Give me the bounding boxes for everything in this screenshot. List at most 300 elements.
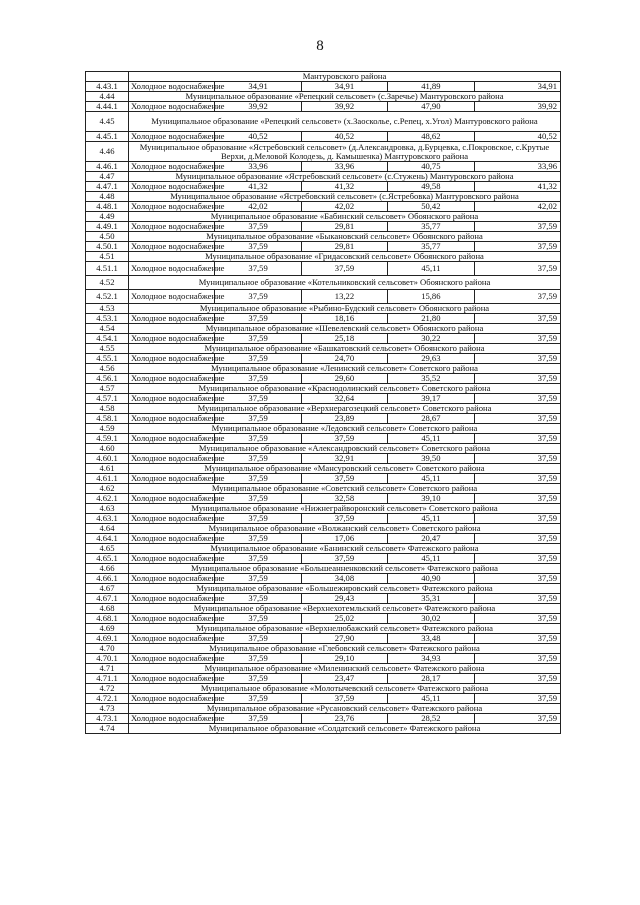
value-1: 34,91 (215, 82, 301, 92)
row-code: 4.64 (86, 524, 129, 534)
value-4: 41,32 (474, 182, 560, 192)
service-name: Холодное водоснабжение (129, 222, 215, 232)
row-code: 4.56 (86, 364, 129, 374)
section-header-row (86, 444, 561, 454)
section-header-row (86, 604, 561, 614)
value-3: 35,31 (388, 594, 474, 604)
value-4: 37,59 (474, 290, 560, 304)
row-code: 4.63.1 (86, 514, 129, 524)
section-title: Муниципальное образование «Репецкий сельсовет» (х.Заосколье, с.Репец, х.Угол) Мантуровского района (129, 112, 561, 132)
row-code: 4.60.1 (86, 454, 129, 464)
row-code: 4.48.1 (86, 202, 129, 212)
value-4: 37,59 (474, 494, 560, 504)
section-header-row (86, 684, 561, 694)
table-row (86, 132, 561, 142)
value-3: 39,17 (388, 394, 474, 404)
value-2: 42,02 (301, 202, 387, 212)
table-row (86, 714, 561, 724)
row-code: 4.57 (86, 384, 129, 394)
section-title: Муниципальное образование «Ледовский сельсовет» Советского района (129, 424, 561, 434)
service-name: Холодное водоснабжение (129, 514, 215, 524)
table-row (86, 182, 561, 192)
row-code: 4.43.1 (86, 82, 129, 92)
section-header-row (86, 704, 561, 714)
value-3: 45,11 (388, 474, 474, 484)
value-2: 13,22 (301, 290, 387, 304)
value-2: 37,59 (301, 262, 387, 276)
table-row (86, 162, 561, 172)
row-code: 4.61 (86, 464, 129, 474)
table-row (86, 634, 561, 644)
section-title: Муниципальное образование «Нижнеграйворонский сельсовет» Советского района (129, 504, 561, 514)
service-name: Холодное водоснабжение (129, 290, 215, 304)
section-header-row (86, 464, 561, 474)
section-title: Муниципальное образование «Котельниковский сельсовет» Обоянского района (129, 276, 561, 290)
section-header-row (86, 324, 561, 334)
value-4: 37,59 (474, 334, 560, 344)
value-1: 37,59 (215, 394, 301, 404)
section-header-row (86, 112, 561, 132)
row-code: 4.50 (86, 232, 129, 242)
value-2: 41,32 (301, 182, 387, 192)
value-1: 37,59 (215, 674, 301, 684)
table-row (86, 242, 561, 252)
row-code: 4.53 (86, 304, 129, 314)
section-header-row (86, 232, 561, 242)
section-title: Муниципальное образование «Ленинский сельсовет» Советского района (129, 364, 561, 374)
value-1: 37,59 (215, 474, 301, 484)
value-1: 37,59 (215, 714, 301, 724)
row-code: 4.46.1 (86, 162, 129, 172)
section-title: Муниципальное образование «Молотычевский сельсовет» Фатежского района (129, 684, 561, 694)
tariff-table (85, 71, 561, 734)
service-name: Холодное водоснабжение (129, 694, 215, 704)
service-name: Холодное водоснабжение (129, 674, 215, 684)
value-2: 25,18 (301, 334, 387, 344)
row-code: 4.57.1 (86, 394, 129, 404)
section-header-row (86, 72, 561, 82)
row-code: 4.62.1 (86, 494, 129, 504)
value-2: 32,91 (301, 454, 387, 464)
section-title: Муниципальное образование «Ястребовский сельсовет» (д.Александровка, д.Бурцевка, с.Покровское, с.Крутые Верхи, д.Меловой Колодезь, д. Камышенка) Мантуровского района (129, 142, 561, 162)
service-name: Холодное водоснабжение (129, 82, 215, 92)
row-code: 4.64.1 (86, 534, 129, 544)
section-title: Муниципальное образование «Краснодолинский сельсовет» Советского района (129, 384, 561, 394)
row-code: 4.59 (86, 424, 129, 434)
value-4: 37,59 (474, 554, 560, 564)
section-header-row (86, 484, 561, 494)
table-row (86, 434, 561, 444)
row-code: 4.44.1 (86, 102, 129, 112)
value-4: 37,59 (474, 714, 560, 724)
section-title: Мантуровского района (129, 72, 561, 82)
section-header-row (86, 212, 561, 222)
value-3: 35,52 (388, 374, 474, 384)
row-code: 4.49.1 (86, 222, 129, 232)
table-row (86, 334, 561, 344)
value-4: 34,91 (474, 82, 560, 92)
service-name: Холодное водоснабжение (129, 714, 215, 724)
table-row (86, 374, 561, 384)
service-name: Холодное водоснабжение (129, 414, 215, 424)
row-code: 4.47.1 (86, 182, 129, 192)
section-title: Муниципальное образование «Ястребовский сельсовет» (с.Ястребовка) Мантуровского района (129, 192, 561, 202)
value-4: 37,59 (474, 242, 560, 252)
table-row (86, 534, 561, 544)
row-code: 4.68 (86, 604, 129, 614)
value-3: 48,62 (388, 132, 474, 142)
service-name: Холодное водоснабжение (129, 262, 215, 276)
value-4: 37,59 (474, 594, 560, 604)
row-code: 4.45 (86, 112, 129, 132)
value-2: 23,47 (301, 674, 387, 684)
section-title: Муниципальное образование «Волжанский сельсовет» Советского района (129, 524, 561, 534)
value-4: 37,59 (474, 474, 560, 484)
value-1: 37,59 (215, 614, 301, 624)
row-code: 4.67 (86, 584, 129, 594)
value-2: 37,59 (301, 434, 387, 444)
value-1: 37,59 (215, 314, 301, 324)
service-name: Холодное водоснабжение (129, 614, 215, 624)
value-3: 28,52 (388, 714, 474, 724)
row-code: 4.73 (86, 704, 129, 714)
value-3: 28,17 (388, 674, 474, 684)
section-header-row (86, 504, 561, 514)
value-4: 37,59 (474, 674, 560, 684)
row-code: 4.58 (86, 404, 129, 414)
value-2: 34,08 (301, 574, 387, 584)
service-name: Холодное водоснабжение (129, 182, 215, 192)
table-row (86, 354, 561, 364)
row-code: 4.55 (86, 344, 129, 354)
value-1: 42,02 (215, 202, 301, 212)
value-3: 28,67 (388, 414, 474, 424)
value-1: 37,59 (215, 434, 301, 444)
section-header-row (86, 524, 561, 534)
service-name: Холодное водоснабжение (129, 162, 215, 172)
section-header-row (86, 192, 561, 202)
table-row (86, 222, 561, 232)
row-code (86, 72, 129, 82)
section-title: Муниципальное образование «Русановский сельсовет» Фатежского района (129, 704, 561, 714)
table-row (86, 102, 561, 112)
value-3: 49,58 (388, 182, 474, 192)
section-title: Муниципальное образование «Шевелевский сельсовет» Обоянского района (129, 324, 561, 334)
table-row (86, 262, 561, 276)
section-title: Муниципальное образование «Солдатский сельсовет» Фатежского района (129, 724, 561, 734)
value-4: 37,59 (474, 354, 560, 364)
row-code: 4.70 (86, 644, 129, 654)
value-1: 37,59 (215, 514, 301, 524)
value-1: 33,96 (215, 162, 301, 172)
row-code: 4.72 (86, 684, 129, 694)
value-1: 37,59 (215, 334, 301, 344)
value-4: 37,59 (474, 654, 560, 664)
value-2: 25,02 (301, 614, 387, 624)
row-code: 4.52.1 (86, 290, 129, 304)
value-2: 34,91 (301, 82, 387, 92)
row-code: 4.54.1 (86, 334, 129, 344)
value-2: 33,96 (301, 162, 387, 172)
section-title: Муниципальное образование «Советский сельсовет» Советского района (129, 484, 561, 494)
value-3: 39,50 (388, 454, 474, 464)
value-2: 29,43 (301, 594, 387, 604)
value-3: 47,90 (388, 102, 474, 112)
row-code: 4.51 (86, 252, 129, 262)
row-code: 4.65 (86, 544, 129, 554)
section-title: Муниципальное образование «Верхнехотемльский сельсовет» Фатежского района (129, 604, 561, 614)
row-code: 4.60 (86, 444, 129, 454)
section-header-row (86, 624, 561, 634)
section-title: Муниципальное образование «Мансуровский сельсовет» Советского района (129, 464, 561, 474)
value-4: 37,59 (474, 534, 560, 544)
row-code: 4.44 (86, 92, 129, 102)
section-header-row (86, 344, 561, 354)
value-1: 41,32 (215, 182, 301, 192)
value-1: 37,59 (215, 634, 301, 644)
value-1: 37,59 (215, 262, 301, 276)
row-code: 4.71.1 (86, 674, 129, 684)
value-3: 45,11 (388, 514, 474, 524)
section-title: Муниципальное образование «Глебовский сельсовет» Фатежского района (129, 644, 561, 654)
service-name: Холодное водоснабжение (129, 132, 215, 142)
value-2: 27,90 (301, 634, 387, 644)
value-3: 40,90 (388, 574, 474, 584)
row-code: 4.65.1 (86, 554, 129, 564)
row-code: 4.69 (86, 624, 129, 634)
section-header-row (86, 252, 561, 262)
value-1: 37,59 (215, 222, 301, 232)
service-name: Холодное водоснабжение (129, 634, 215, 644)
table-row (86, 694, 561, 704)
table-row (86, 290, 561, 304)
value-3: 15,86 (388, 290, 474, 304)
service-name: Холодное водоснабжение (129, 494, 215, 504)
service-name: Холодное водоснабжение (129, 102, 215, 112)
table-row (86, 82, 561, 92)
row-code: 4.69.1 (86, 634, 129, 644)
value-1: 39,92 (215, 102, 301, 112)
value-4: 40,52 (474, 132, 560, 142)
table-row (86, 202, 561, 212)
value-2: 17,06 (301, 534, 387, 544)
value-1: 37,59 (215, 694, 301, 704)
value-3: 45,11 (388, 434, 474, 444)
section-header-row (86, 584, 561, 594)
service-name: Холодное водоснабжение (129, 454, 215, 464)
row-code: 4.74 (86, 724, 129, 734)
value-1: 37,59 (215, 554, 301, 564)
row-code: 4.55.1 (86, 354, 129, 364)
section-header-row (86, 304, 561, 314)
value-1: 37,59 (215, 354, 301, 364)
service-name: Холодное водоснабжение (129, 654, 215, 664)
section-header-row (86, 564, 561, 574)
row-code: 4.46 (86, 142, 129, 162)
value-3: 35,77 (388, 242, 474, 252)
table-row (86, 574, 561, 584)
value-3: 33,48 (388, 634, 474, 644)
value-4: 33,96 (474, 162, 560, 172)
value-4: 37,59 (474, 634, 560, 644)
row-code: 4.52 (86, 276, 129, 290)
value-2: 37,59 (301, 474, 387, 484)
page-number: 8 (316, 38, 324, 54)
value-2: 29,10 (301, 654, 387, 664)
value-4: 39,92 (474, 102, 560, 112)
service-name: Холодное водоснабжение (129, 374, 215, 384)
value-2: 37,59 (301, 514, 387, 524)
table-row (86, 474, 561, 484)
row-code: 4.62 (86, 484, 129, 494)
value-2: 18,16 (301, 314, 387, 324)
value-4: 37,59 (474, 454, 560, 464)
value-2: 32,64 (301, 394, 387, 404)
section-title: Муниципальное образование «Быкановский сельсовет» Обоянского района (129, 232, 561, 242)
section-title: Муниципальное образование «Башкатовский сельсовет» Обоянского района (129, 344, 561, 354)
value-3: 41,89 (388, 82, 474, 92)
value-3: 40,75 (388, 162, 474, 172)
value-2: 29,81 (301, 222, 387, 232)
row-code: 4.45.1 (86, 132, 129, 142)
service-name: Холодное водоснабжение (129, 574, 215, 584)
value-2: 40,52 (301, 132, 387, 142)
row-code: 4.61.1 (86, 474, 129, 484)
row-code: 4.53.1 (86, 314, 129, 324)
value-1: 37,59 (215, 654, 301, 664)
value-3: 39,10 (388, 494, 474, 504)
row-code: 4.58.1 (86, 414, 129, 424)
row-code: 4.66 (86, 564, 129, 574)
section-header-row (86, 424, 561, 434)
service-name: Холодное водоснабжение (129, 434, 215, 444)
table-row (86, 674, 561, 684)
section-header-row (86, 276, 561, 290)
service-name: Холодное водоснабжение (129, 314, 215, 324)
table-row (86, 394, 561, 404)
section-title: Муниципальное образование «Ястребовский сельсовет» (с.Стужень) Мантуровского района (129, 172, 561, 182)
row-code: 4.50.1 (86, 242, 129, 252)
value-4: 37,59 (474, 694, 560, 704)
value-3: 45,11 (388, 694, 474, 704)
value-2: 37,59 (301, 554, 387, 564)
section-header-row (86, 384, 561, 394)
section-title: Муниципальное образование «Большежировский сельсовет» Фатежского района (129, 584, 561, 594)
table-row (86, 314, 561, 324)
value-4: 37,59 (474, 414, 560, 424)
section-title: Муниципальное образование «Бабинский сельсовет» Обоянского района (129, 212, 561, 222)
section-title: Муниципальное образование «Рыбино-Будский сельсовет» Обоянского района (129, 304, 561, 314)
value-3: 30,22 (388, 334, 474, 344)
value-1: 37,59 (215, 534, 301, 544)
row-code: 4.72.1 (86, 694, 129, 704)
value-4: 37,59 (474, 514, 560, 524)
value-3: 29,63 (388, 354, 474, 364)
value-4: 37,59 (474, 314, 560, 324)
section-header-row (86, 544, 561, 554)
table-row (86, 414, 561, 424)
section-header-row (86, 92, 561, 102)
row-code: 4.54 (86, 324, 129, 334)
value-1: 37,59 (215, 574, 301, 584)
value-1: 37,59 (215, 374, 301, 384)
section-title: Муниципальное образование «Миленинский сельсовет» Фатежского района (129, 664, 561, 674)
section-title: Муниципальное образование «Банинский сельсовет» Фатежского района (129, 544, 561, 554)
service-name: Холодное водоснабжение (129, 594, 215, 604)
section-header-row (86, 172, 561, 182)
value-3: 45,11 (388, 262, 474, 276)
table-row (86, 494, 561, 504)
table-row (86, 654, 561, 664)
service-name: Холодное водоснабжение (129, 242, 215, 252)
value-3: 30,02 (388, 614, 474, 624)
table-row (86, 514, 561, 524)
section-title: Муниципальное образование «Репецкий сельсовет» (с.Заречье) Мантуровского района (129, 92, 561, 102)
section-header-row (86, 142, 561, 162)
row-code: 4.51.1 (86, 262, 129, 276)
value-2: 37,59 (301, 694, 387, 704)
value-4: 42,02 (474, 202, 560, 212)
value-3: 21,80 (388, 314, 474, 324)
value-4: 37,59 (474, 262, 560, 276)
value-1: 37,59 (215, 414, 301, 424)
value-1: 37,59 (215, 454, 301, 464)
service-name: Холодное водоснабжение (129, 202, 215, 212)
value-2: 39,92 (301, 102, 387, 112)
section-title: Муниципальное образование «Верхнерагозецкий сельсовет» Советского района (129, 404, 561, 414)
section-header-row (86, 724, 561, 734)
value-4: 37,59 (474, 614, 560, 624)
row-code: 4.47 (86, 172, 129, 182)
row-code: 4.66.1 (86, 574, 129, 584)
value-2: 24,70 (301, 354, 387, 364)
value-1: 37,59 (215, 594, 301, 604)
value-4: 37,59 (474, 374, 560, 384)
value-4: 37,59 (474, 222, 560, 232)
value-3: 35,77 (388, 222, 474, 232)
value-3: 34,93 (388, 654, 474, 664)
section-title: Муниципальное образование «Верхнелюбажский сельсовет» Фатежского района (129, 624, 561, 634)
value-4: 37,59 (474, 394, 560, 404)
value-1: 37,59 (215, 242, 301, 252)
value-3: 20,47 (388, 534, 474, 544)
section-title: Муниципальное образование «Гридасовский сельсовет» Обоянского района (129, 252, 561, 262)
service-name: Холодное водоснабжение (129, 354, 215, 364)
section-header-row (86, 404, 561, 414)
row-code: 4.49 (86, 212, 129, 222)
value-2: 23,76 (301, 714, 387, 724)
service-name: Холодное водоснабжение (129, 474, 215, 484)
row-code: 4.67.1 (86, 594, 129, 604)
value-4: 37,59 (474, 434, 560, 444)
service-name: Холодное водоснабжение (129, 394, 215, 404)
table-row (86, 454, 561, 464)
value-1: 37,59 (215, 494, 301, 504)
service-name: Холодное водоснабжение (129, 554, 215, 564)
section-header-row (86, 664, 561, 674)
value-2: 32,58 (301, 494, 387, 504)
value-2: 23,89 (301, 414, 387, 424)
row-code: 4.48 (86, 192, 129, 202)
value-1: 40,52 (215, 132, 301, 142)
section-header-row (86, 364, 561, 374)
value-3: 45,11 (388, 554, 474, 564)
row-code: 4.59.1 (86, 434, 129, 444)
section-title: Муниципальное образование «Александровский сельсовет» Советского района (129, 444, 561, 454)
value-4: 37,59 (474, 574, 560, 584)
row-code: 4.63 (86, 504, 129, 514)
value-1: 37,59 (215, 290, 301, 304)
